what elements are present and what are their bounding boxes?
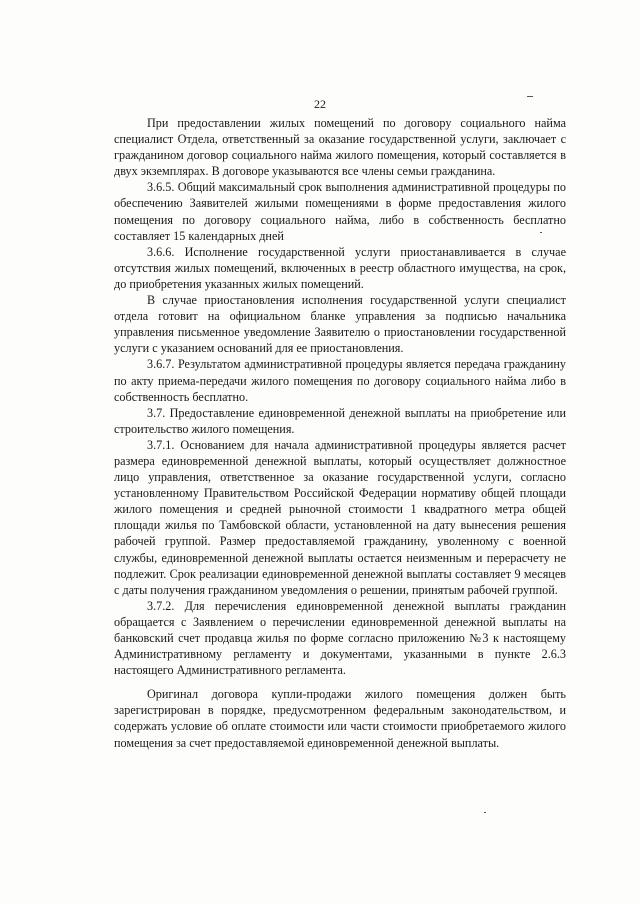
paragraph-3-7-2: 3.7.2. Для перечисления единовременной денежной выплаты гражданин обращается с Заявлением о перечислении единовременной денежной выплаты на банковский счет продавца жилья по форме согласно приложению №3 к настоящему Административному регламенту и документами, указанными в пункте 2.6.3 настоящего Административного регламента. (114, 598, 566, 678)
document-body (114, 115, 566, 751)
paragraph-3-6-7: 3.6.7. Результатом административной процедуры является передача гражданину по акту приема-передачи жилого помещения по договору социального найма либо в собственность бесплатно. (114, 357, 566, 404)
paragraph-suspension-notice: В случае приостановления исполнения государственной услуги специалист отдела готовит на официальном бланке управления за подписью начальника управления письменное уведомление Заявителю о приостановлении государственной услуги с указанием оснований для ее приостановления. (114, 293, 566, 356)
paragraph-3-6-6: 3.6.6. Исполнение государственной услуги приостанавливается в случае отсутствия жилых помещений, включенных в реестр областного имущества, на срок, до приобретения указанных жилых помещений. (114, 244, 566, 291)
paragraph-3-7-1: 3.7.1. Основанием для начала административной процедуры является расчет размера единовременной денежной выплаты, который осуществляет должностное лицо управления, ответственное за оказание государственной услуги, согласно установленному Правительством Российской Федерации нормативу общей площади жилого помещения и средней рыночной стоимости 1 квадратного метра общей площади жилья по Тамбовской области, установленной на дату вынесения решения рабочей группой. Размер предоставляемой гражданину, уволенному с военной службы, единовременной денежной выплаты остается неизменным и перерасчету не подлежит. Срок реализации единовременной денежной выплаты составляет 9 месяцев с даты получения гражданином уведомления о решении, принятым рабочей группой. (114, 437, 566, 597)
paragraph-original-contract: Оригинал договора купли-продажи жилого помещения должен быть зарегистрирован в порядке, предусмотренном федеральным законодательством, и содержать условие об оплате стоимости или части стоимости приобретаемого жилого помещения за счет предоставляемой единовременной денежной выплаты. (114, 687, 566, 750)
paragraph-3-7-heading: 3.7. Предоставление единовременной денежной выплаты на приобретение или строительство жилого помещения. (114, 405, 566, 436)
scan-speck (484, 812, 486, 813)
paragraph-social-rent-contract: При предоставлении жилых помещений по договору социального найма специалист Отдела, ответственный за оказание государственной услуги, заключает с гражданином договор социального найма жилого помещения, который составляется в двух экземплярах. В договоре указываются все члены семьи гражданина. (114, 116, 566, 179)
paragraph-3-6-5: 3.6.5. Общий максимальный срок выполнения административной процедуры по обеспечению Заявителей жилыми помещениями в форме предоставления жилого помещения по договору социального найма, либо в собственность бесплатно составляет 15 календарных дней (114, 180, 566, 243)
page-number: 22 (314, 97, 326, 111)
